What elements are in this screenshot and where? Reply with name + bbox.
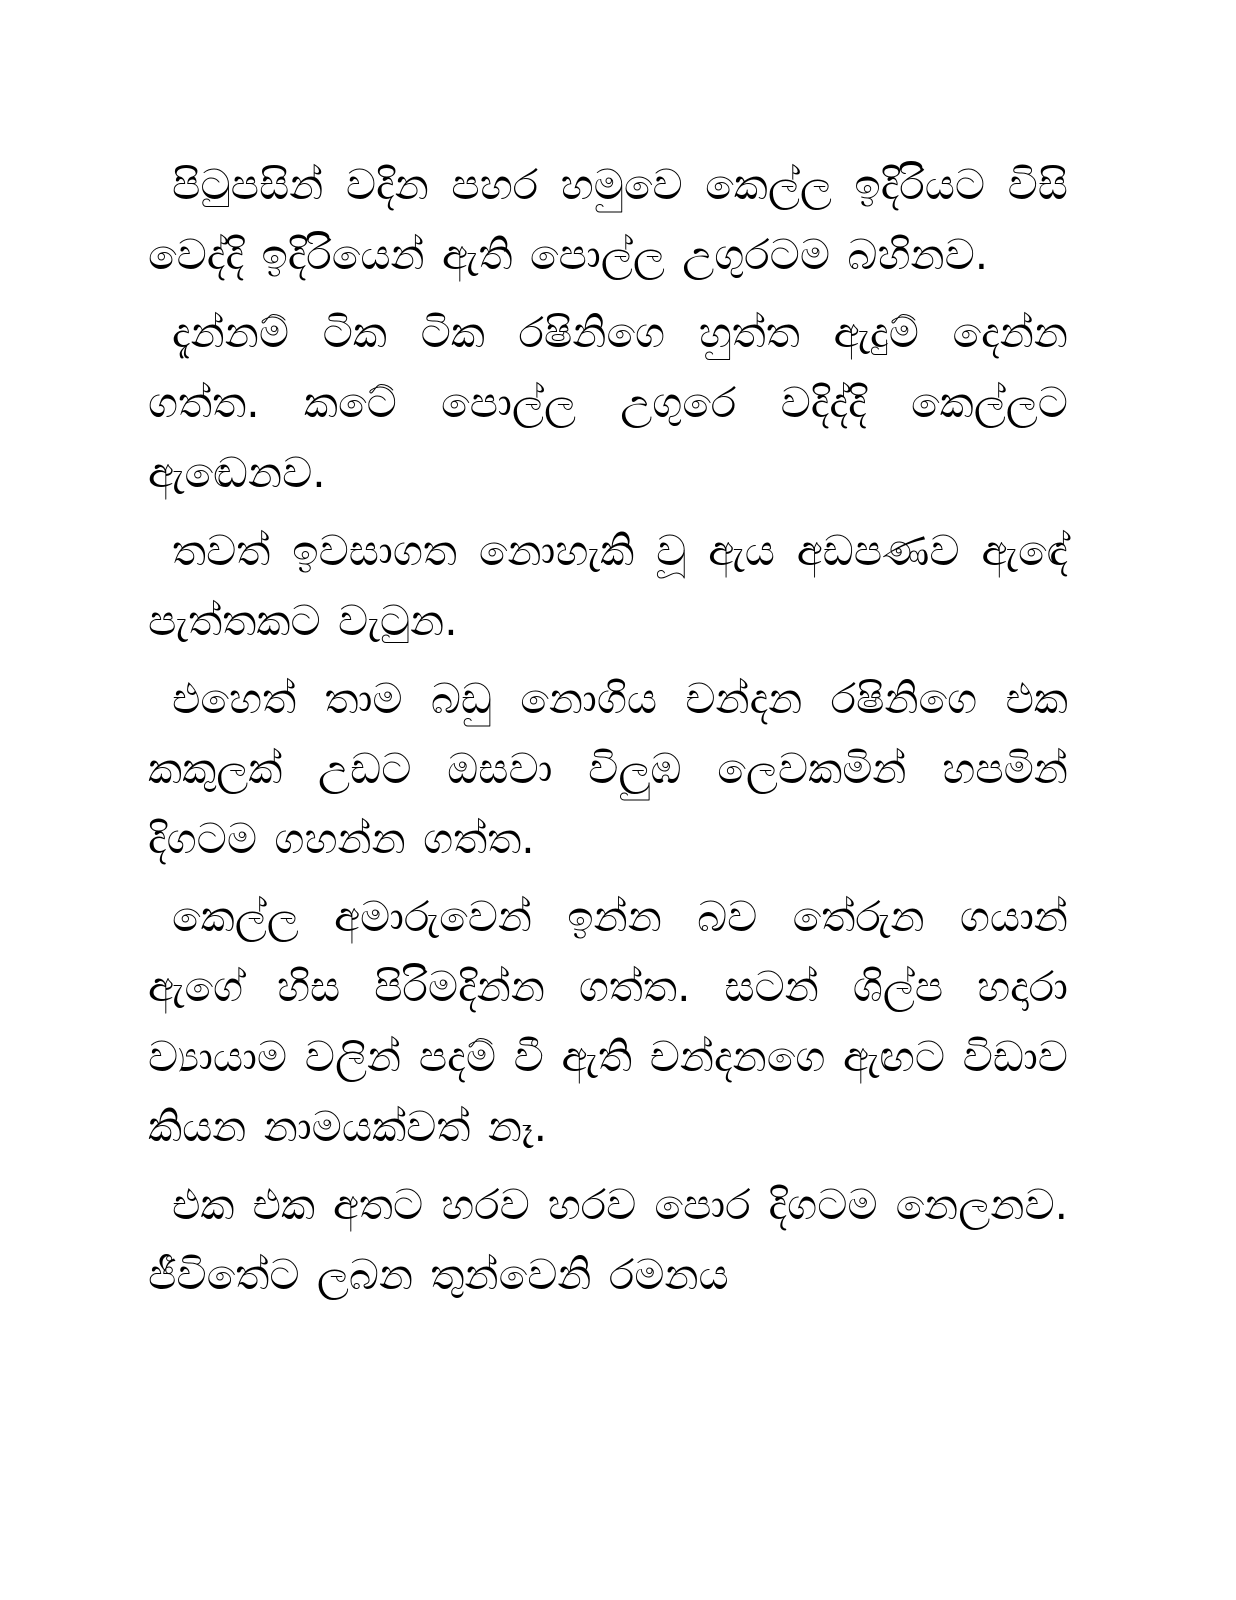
paragraph-3: තවත් ඉවසාගත නොහැකි වූ ඇය අඩපණව ඇඳේ පැත්තකට වැටුන.: [148, 526, 1068, 645]
paragraph-5: කෙල්ල අමාරුවෙන් ඉන්න බව තේරුන ගයාන් ඇගේ හිස පිරිමදින්න ගත්ත. සටන් ශිල්ප හදාරා ව්‍යායාම වලින් පදම් වී ඇති චන්දනගෙ ඇඟට විඩාව කියන නාමයක්වත් නෑ.: [148, 892, 1068, 1151]
paragraph-6: එක එක අතට හරව හරව පොර දිගටම නෙලනව. ජීවිතේට ලබන තුන්වෙනි රමනය: [148, 1180, 1068, 1299]
document-page: [148, 150, 1068, 1318]
paragraph-4: එහෙත් තාම බඩු නොගිය චන්දන රෂිනිගෙ එක කකුලක් උඩට ඔසවා විලුඹ ලෙවකමින් හපමින් දිගටම ගහන්න ගත්ත.: [148, 674, 1068, 863]
paragraph-2: දැන්නම් ටික ටික රෂිනිගෙ හුත්ත ඇදුම් දෙන්න ගත්ත. කටේ පොල්ල උගුරෙ වදිද්දි කෙල්ලට ඇඬෙනව.: [148, 308, 1068, 497]
paragraph-1: පිටුපසින් වදින පහර හමුවෙ කෙල්ල ඉදිරියට විසි වෙද්දි ඉදිරියෙන් ඇති පොල්ල උගුරටම බහිනව.: [148, 160, 1068, 279]
